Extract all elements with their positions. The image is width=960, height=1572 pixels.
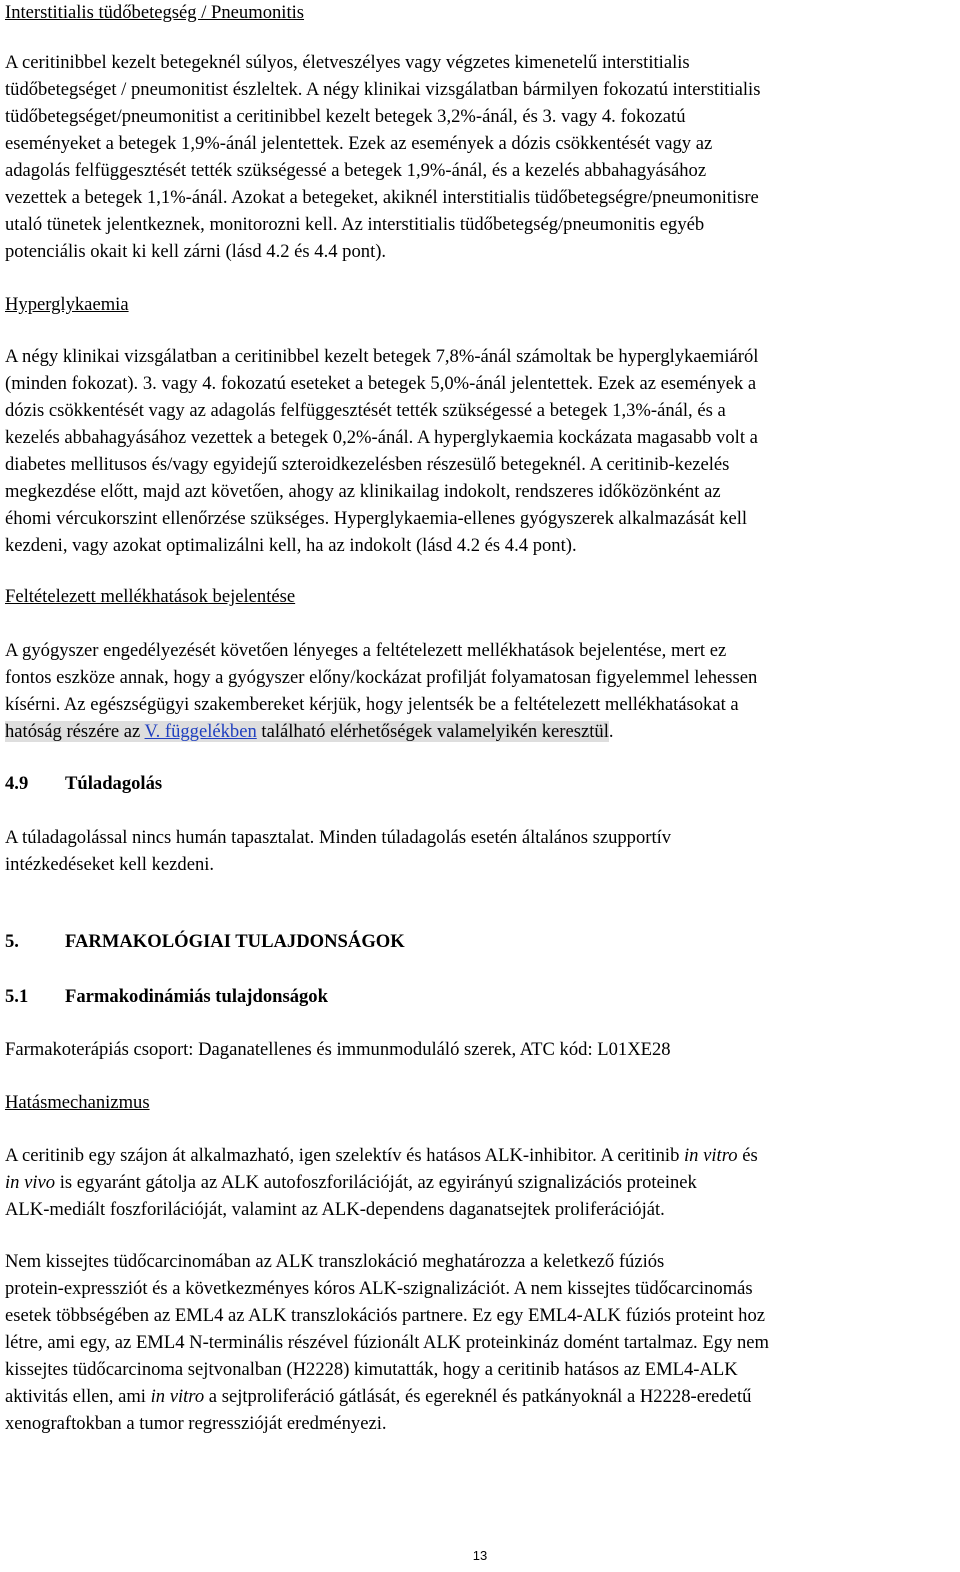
section-number: 5. (5, 931, 19, 952)
section-title: Túladagolás (65, 773, 163, 794)
text-line: xenograftokban a tumor regresszióját eredményezi. (5, 1413, 387, 1434)
paragraph-hyperglycaemia (5, 343, 758, 559)
appendix-v-link[interactable]: V. függelékben (144, 721, 257, 742)
text-line: A négy klinikai vizsgálatban a ceritinibbel kezelt betegek 7,8%-ánál számoltak be hyperglykaemiáról (5, 346, 759, 367)
text-fragment: is egyaránt gátolja az ALK autofoszforilációját, az egyirányú szignalizációs proteinek (55, 1172, 697, 1193)
text-line: A túladagolással nincs humán tapasztalat. Minden túladagolás esetén általános szupportív (5, 827, 672, 848)
italic-text: in vivo (5, 1172, 56, 1193)
text-line: (minden fokozat). 3. vagy 4. fokozatú eseteket a betegek 5,0%-ánál jelentettek. Ezek az események a (5, 373, 757, 394)
text-line: A gyógyszer engedélyezését követően lényeges a feltételezett mellékhatások bejelentése, mert ez (5, 640, 727, 661)
italic-text: in vitro (684, 1145, 738, 1166)
text-line: dózis csökkentését vagy az adagolás felfüggesztését tették szükségessé a betegek 1,3%-ánál, és a (5, 400, 726, 421)
text-line: utaló tünetek jelentkeznek, monitorozni kell. Az interstitialis tüdőbetegség/pneumonitis egyéb (5, 214, 705, 235)
section-number: 4.9 (5, 773, 29, 794)
text-line: megkezdése előtt, majd azt követően, ahogy az klinikailag indokolt, rendszeres időközönként az (5, 481, 721, 502)
text-line: kezdeni, vagy azokat optimalizálni kell, ha az indokolt (lásd 4.2 és 4.4 pont). (5, 535, 577, 556)
text-fragment: . (608, 721, 614, 742)
text-line: Nem kissejtes tüdőcarcinomában az ALK transzlokáció meghatározza a keletkező fúziós (5, 1251, 665, 1272)
text-line: létre, ami egy, az EML4 N-terminális részével fúzionált ALK proteinkináz domént tartalmaz. Egy nem (5, 1332, 769, 1353)
text-line: esetek többségében az EML4 az ALK transzlokációs partnere. Ez egy EML4-ALK fúziós proteint hoz (5, 1305, 766, 1326)
text-line (5, 1383, 769, 1410)
text-line: diabetes mellitusos és/vagy egyidejű szteroidkezelésben részesülő betegeknél. A ceritinib-kezelés (5, 454, 730, 475)
text-line: adagolás felfüggesztését tették szükségessé a betegek 1,9%-ánál, és a kezelés abbahagyásához (5, 160, 707, 181)
text-fragment: A ceritinib egy szájon át alkalmazható, igen szelektív és hatásos ALK-inhibitor. A ceritinib (5, 1145, 685, 1166)
paragraph-reporting (5, 637, 757, 745)
paragraph-overdose (5, 824, 671, 878)
text-line (5, 1169, 758, 1196)
text-line: fontos eszköze annak, hogy a gyógyszer előny/kockázat profilját folyamatosan figyelemmel lehessen (5, 667, 758, 688)
text-line: intézkedéseket kell kezdeni. (5, 854, 215, 875)
text-line: vezettek a betegek 1,1%-ánál. Azokat a betegeket, akiknél interstitialis tüdőbetegségre/pneumonitisre (5, 187, 759, 208)
text-fragment: aktivitás ellen, ami (5, 1386, 151, 1407)
heading-adverse-reaction-reporting: Feltételezett mellékhatások bejelentése (5, 586, 296, 607)
text-fragment: hatóság részére az (5, 721, 145, 742)
heading-pharmacological-properties (5, 931, 405, 953)
section-title: Farmakodinámiás tulajdonságok (65, 986, 328, 1007)
text-fragment: található elérhetőségek valamelyikén keresztül (256, 721, 609, 742)
text-line: ALK-mediált foszforilációját, valamint az ALK-dependens daganatsejtek proliferációját. (5, 1199, 665, 1220)
pharmacotherapeutic-group: Farmakoterápiás csoport: Daganatellenes és immunmoduláló szerek, ATC kód: L01XE28 (5, 1039, 671, 1060)
text-line: eseményeket a betegek 1,9%-ánál jelentettek. Ezek az események a dózis csökkentését vagy az (5, 133, 713, 154)
paragraph-mechanism-1 (5, 1142, 758, 1223)
page-number: 13 (472, 1548, 488, 1563)
text-line (5, 718, 757, 745)
text-line: tüdőbetegséget/pneumonitist a ceritinibbel kezelt betegek 3,2%-ánál, és 3. vagy 4. fokozatú (5, 106, 686, 127)
text-line: kísérni. Az egészségügyi szakembereket kérjük, hogy jelentsék be a feltételezett mellékhatásokat a (5, 694, 739, 715)
text-line: kezelés abbahagyásához vezettek a betegek 0,2%-ánál. A hyperglykaemia kockázata magasabb volt a (5, 427, 758, 448)
paragraph-pneumonitis (5, 49, 760, 265)
text-line (5, 1142, 758, 1169)
highlighted-text (5, 721, 609, 742)
section-title: FARMAKOLÓGIAI TULAJDONSÁGOK (65, 931, 405, 952)
text-line: kissejtes tüdőcarcinoma sejtvonalban (H2228) kimutatták, hogy a ceritinib hatásos az EML4-ALK (5, 1359, 738, 1380)
text-fragment: a sejtproliferáció gátlását, és egereknél és patkányoknál a H2228-eredetű (204, 1386, 752, 1407)
heading-hyperglycaemia: Hyperglykaemia (5, 294, 129, 315)
section-number: 5.1 (5, 986, 29, 1007)
paragraph-mechanism-2 (5, 1248, 769, 1437)
italic-text: in vitro (150, 1386, 205, 1407)
text-line: potenciális okait ki kell zárni (lásd 4.2 és 4.4 pont). (5, 241, 387, 262)
text-fragment: és (737, 1145, 758, 1166)
heading-overdose (5, 773, 162, 795)
text-line: A ceritinibbel kezelt betegeknél súlyos, életveszélyes vagy végzetes kimenetelű interstitialis (5, 52, 690, 73)
text-line: éhomi vércukorszint ellenőrzése szükséges. Hyperglykaemia-ellenes gyógyszerek alkalmazását kell (5, 508, 748, 529)
heading-pharmacodynamics (5, 986, 328, 1008)
text-line: tüdőbetegséget / pneumonitist észleltek. A négy klinikai vizsgálatban bármilyen fokozatú interstitialis (5, 79, 761, 100)
text-line: protein-expressziót és a következményes kóros ALK-szignalizációt. A nem kissejtes tüdőcarcinomás (5, 1278, 753, 1299)
heading-pneumonitis: Interstitialis tüdőbetegség / Pneumonitis (5, 2, 305, 23)
heading-mechanism-of-action: Hatásmechanizmus (5, 1092, 150, 1113)
